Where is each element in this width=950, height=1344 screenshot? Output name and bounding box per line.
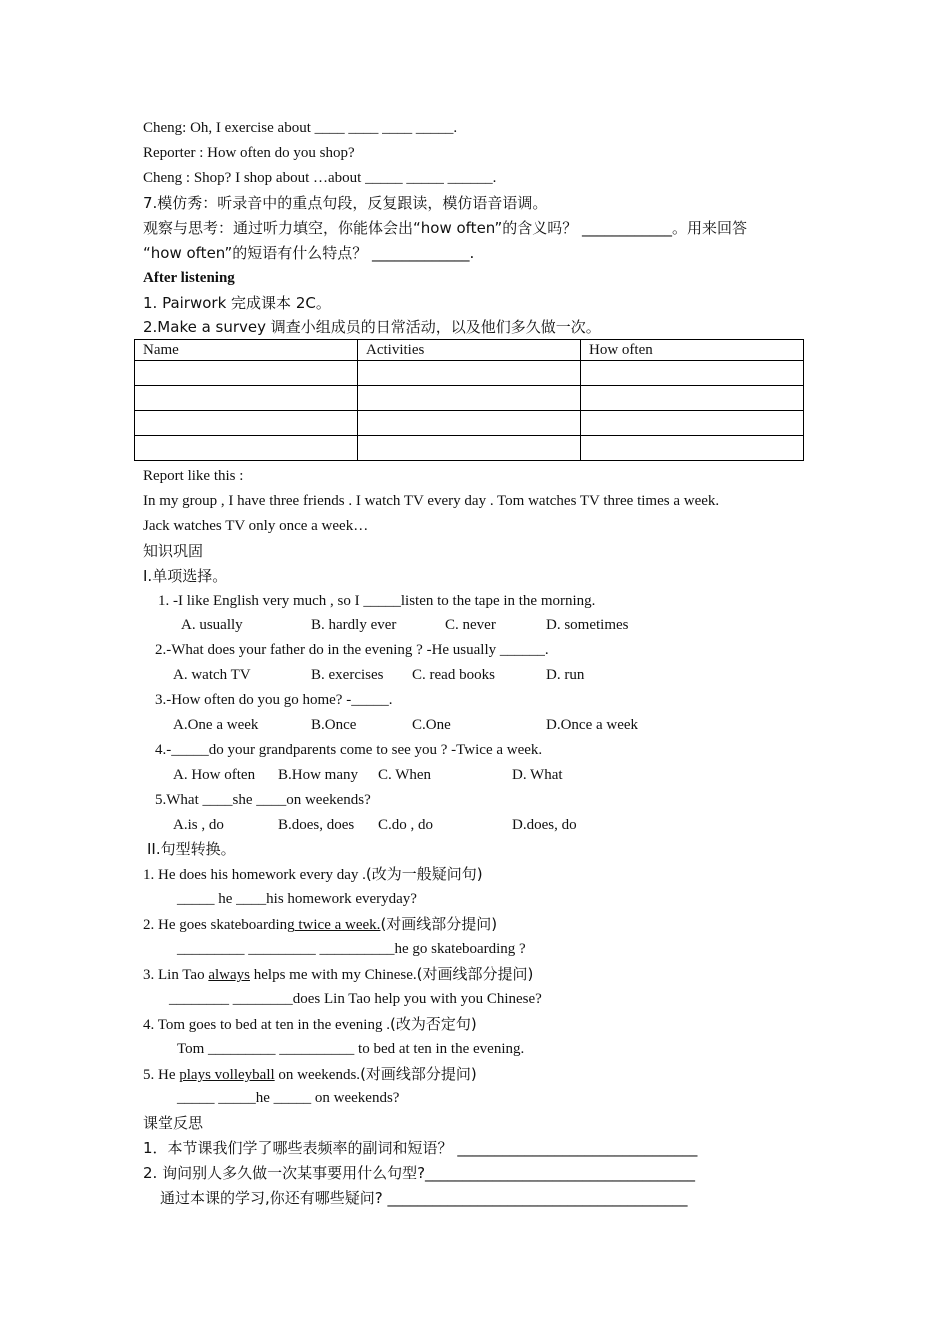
q1-option-b: B. hardly ever (311, 617, 397, 633)
transform-5-sentence: 5. He (143, 1067, 180, 1083)
survey-table (134, 339, 804, 461)
transform-3 (143, 964, 533, 985)
q4-option-c: C. When (378, 767, 432, 783)
part1-title: I.单项选择。 (143, 567, 228, 585)
transform-1-sentence: 1. He does his homework every day . (143, 867, 366, 883)
q1-option-c: C. never (445, 617, 496, 633)
transform-1-instruction: (改为一般疑问句) (365, 865, 483, 883)
dialog-line-reporter: Reporter : How often do you shop? (143, 145, 355, 161)
transform-2-instruction: (对画线部分提问) (380, 915, 498, 933)
dialog-line-cheng-shop: Cheng : Shop? I shop about …about _____ _____ ______. (143, 170, 497, 186)
reflection-heading: 课堂反思 (143, 1114, 204, 1132)
pairwork-item: 1. Pairwork 完成课本 2C。 (143, 294, 331, 312)
survey-item: 2.Make a survey 调查小组成员的日常活动，以及他们多久做一次。 (143, 318, 601, 336)
q2-option-d: D. run (546, 667, 585, 683)
transform-3-underlined: always (208, 967, 250, 983)
part2-title: II.句型转换。 (147, 840, 236, 858)
transform-2-answer: _________ _________ __________he go skateboarding ? (177, 941, 526, 957)
q5-option-b: B.does, does (278, 817, 355, 833)
transform-3-answer: ________ ________does Lin Tao help you with you Chinese? (169, 991, 542, 1007)
table-cell[interactable] (358, 361, 581, 386)
transform-5-answer: _____ _____he _____ on weekends? (177, 1090, 400, 1106)
dialog-line-cheng: Cheng: Oh, I exercise about ____ ____ ____ _____. (143, 120, 458, 136)
transform-2 (143, 914, 497, 935)
transform-4-answer: Tom _________ __________ to bed at ten in the evening. (177, 1041, 525, 1057)
report-line-2: Jack watches TV only once a week… (143, 518, 369, 534)
table-cell[interactable] (581, 361, 804, 386)
table-cell[interactable] (581, 436, 804, 461)
q4-option-a: A. How often (173, 767, 256, 783)
table-cell[interactable] (135, 411, 358, 436)
table-header-row (135, 340, 804, 361)
question-2: 2.-What does your father do in the evening ? -He usually ______. (155, 642, 549, 658)
imitate-instruction: 7.模仿秀：听录音中的重点句段，反复跟读，模仿语音语调。 (143, 194, 548, 212)
q3-option-c: C.One (412, 717, 451, 733)
table-cell[interactable] (135, 386, 358, 411)
table-row (135, 361, 804, 386)
table-header-name: Name (135, 340, 358, 361)
q3-option-a: A.One a week (173, 717, 259, 733)
reflection-question-2: 2. 询问别人多久做一次某事要用什么句型?____________________________________ (143, 1164, 696, 1182)
observe-line-1: 观察与思考：通过听力填空，你能体会出“how often”的含义吗？ ____________。用来回答 (143, 219, 748, 237)
table-cell[interactable] (358, 436, 581, 461)
table-cell[interactable] (135, 436, 358, 461)
transform-1 (143, 864, 483, 885)
q1-option-a: A. usually (181, 617, 243, 633)
table-cell[interactable] (581, 411, 804, 436)
table-row (135, 436, 804, 461)
reflection-question-3: 通过本课的学习,你还有哪些疑问? ________________________________________ (160, 1189, 688, 1207)
table-cell[interactable] (358, 386, 581, 411)
table-cell[interactable] (358, 411, 581, 436)
q1-option-d: D. sometimes (546, 617, 629, 633)
transform-5-rest: on weekends. (274, 1067, 361, 1083)
reflection-question-1: 1．本节课我们学了哪些表频率的副词和短语？ ________________________________ (143, 1139, 698, 1157)
transform-3-sentence: 3. Lin Tao (143, 967, 209, 983)
table-cell[interactable] (135, 361, 358, 386)
transform-5 (143, 1064, 477, 1085)
transform-3-rest: helps me with my Chinese. (250, 967, 417, 983)
question-4: 4.-_____do your grandparents come to see you ? -Twice a week. (155, 742, 543, 758)
q3-option-d: D.Once a week (546, 717, 639, 733)
table-row (135, 386, 804, 411)
transform-5-underlined: plays volleyball (179, 1067, 275, 1083)
transform-5-instruction: (对画线部分提问) (360, 1065, 477, 1083)
consolidation-heading: 知识巩固 (143, 542, 204, 560)
transform-4-sentence: 4. Tom goes to bed at ten in the evening . (143, 1017, 390, 1033)
table-row (135, 411, 804, 436)
transform-3-instruction: (对画线部分提问) (416, 965, 534, 983)
report-label: Report like this : (143, 468, 244, 484)
transform-4-instruction: (改为否定句) (389, 1015, 477, 1033)
q5-option-a: A.is , do (173, 817, 224, 833)
transform-2-sentence: 2. He goes skateboarding (143, 917, 295, 933)
observe-line-2: “how often”的短语有什么特点？ _____________. (143, 244, 475, 262)
q4-option-b: B.How many (278, 767, 358, 783)
question-5: 5.What ____she ____on weekends? (155, 792, 371, 808)
table-header-activities: Activities (358, 340, 581, 361)
question-3: 3.-How often do you go home? -_____. (155, 692, 393, 708)
transform-4 (143, 1014, 477, 1035)
q5-option-c: C.do , do (378, 817, 434, 833)
report-line-1: In my group , I have three friends . I watch TV every day . Tom watches TV three times a week. (143, 493, 720, 509)
q2-option-a: A. watch TV (173, 667, 251, 683)
q2-option-c: C. read books (412, 667, 495, 683)
table-header-how-often: How often (581, 340, 804, 361)
transform-2-underlined: twice a week. (294, 917, 381, 933)
q3-option-b: B.Once (311, 717, 357, 733)
table-cell[interactable] (581, 386, 804, 411)
q2-option-b: B. exercises (311, 667, 384, 683)
transform-1-answer: _____ he ____his homework everyday? (177, 891, 417, 907)
question-1: 1. -I like English very much , so I _____listen to the tape in the morning. (158, 593, 596, 609)
q5-option-d: D.does, do (512, 817, 577, 833)
after-listening-heading: After listening (143, 270, 235, 286)
q4-option-d: D. What (512, 767, 563, 783)
